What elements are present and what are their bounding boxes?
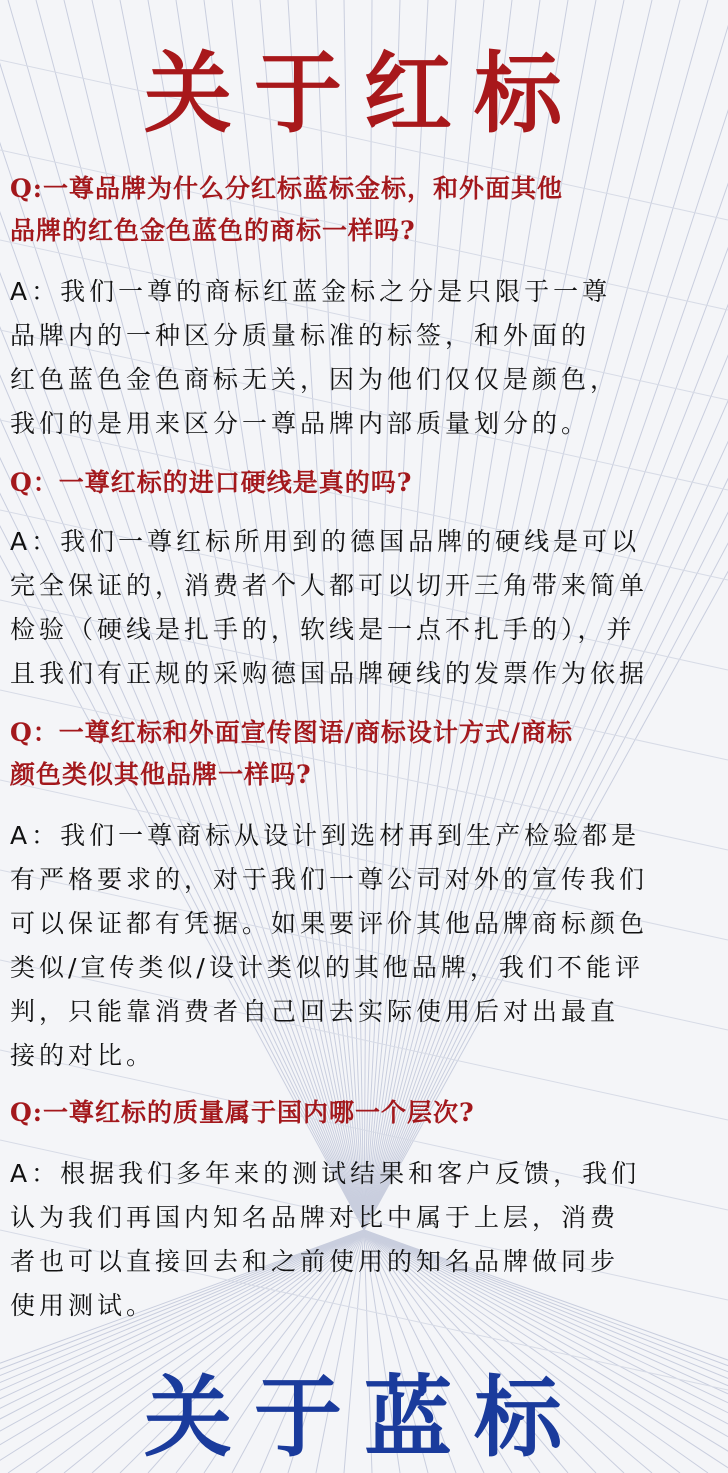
question-2 — [10, 462, 728, 504]
question-4 — [10, 1092, 728, 1134]
question-1-line-2: 品牌的红色金色蓝色的商标一样吗? — [10, 216, 416, 245]
answer-1-line-4: 我们的是用来区分一尊品牌内部质量划分的。 — [10, 409, 591, 438]
answer-2-line-3: 检验（硬线是扎手的，软线是一点不扎手的），并 — [10, 615, 636, 644]
answer-2-line-2: 完全保证的，消费者个人都可以切开三角带来简单 — [10, 571, 649, 600]
answer-1-line-1: A：我们一尊的商标红蓝金标之分是只限于一尊 — [10, 277, 612, 306]
answer-3-line-6: 接的对比。 — [10, 1041, 156, 1070]
answer-2-line-1: A：我们一尊红标所用到的德国品牌的硬线是可以 — [10, 527, 641, 556]
answer-3-line-1: A：我们一尊商标从设计到选材再到生产检验都是 — [10, 821, 641, 850]
question-2-line-1: Q：一尊红标的进口硬线是真的吗? — [10, 468, 413, 497]
question-3-line-2: 颜色类似其他品牌一样吗? — [10, 760, 312, 789]
question-4-line-1: Q:一尊红标的质量属于国内哪一个层次? — [10, 1098, 475, 1127]
question-3-line-1: Q：一尊红标和外面宣传图语/商标设计方式/商标 — [10, 718, 574, 747]
answer-4-line-3: 者也可以直接回去和之前使用的知名品牌做同步 — [10, 1247, 620, 1276]
answer-3-line-4: 类似/宣传类似/设计类似的其他品牌，我们不能评 — [10, 953, 644, 982]
answer-3-line-5: 判，只能靠消费者自己回去实际使用后对出最直 — [10, 997, 620, 1026]
answer-2 — [10, 520, 728, 696]
red-label-title: 关于红标 — [143, 42, 584, 145]
answer-2-line-4: 且我们有正规的采购德国品牌硬线的发票作为依据 — [10, 659, 649, 688]
blue-label-title: 关于蓝标 — [143, 1366, 584, 1469]
answer-4 — [10, 1152, 728, 1328]
answer-4-line-1: A：根据我们多年来的测试结果和客户反馈，我们 — [10, 1159, 641, 1188]
answer-3 — [10, 814, 728, 1078]
answer-1-line-2: 品牌内的一种区分质量标准的标签，和外面的 — [10, 321, 591, 350]
question-3 — [10, 712, 728, 796]
question-1 — [10, 168, 728, 252]
answer-3-line-3: 可以保证都有凭据。如果要评价其他品牌商标颜色 — [10, 909, 649, 938]
answer-1-line-3: 红色蓝色金色商标无关，因为他们仅仅是颜色， — [10, 365, 620, 394]
answer-3-line-2: 有严格要求的，对于我们一尊公司对外的宣传我们 — [10, 865, 649, 894]
answer-1 — [10, 270, 728, 446]
question-1-line-1: Q:一尊品牌为什么分红标蓝标金标，和外面其他 — [10, 174, 564, 203]
answer-4-line-2: 认为我们再国内知名品牌对比中属于上层，消费 — [10, 1203, 620, 1232]
answer-4-line-4: 使用测试。 — [10, 1291, 156, 1320]
